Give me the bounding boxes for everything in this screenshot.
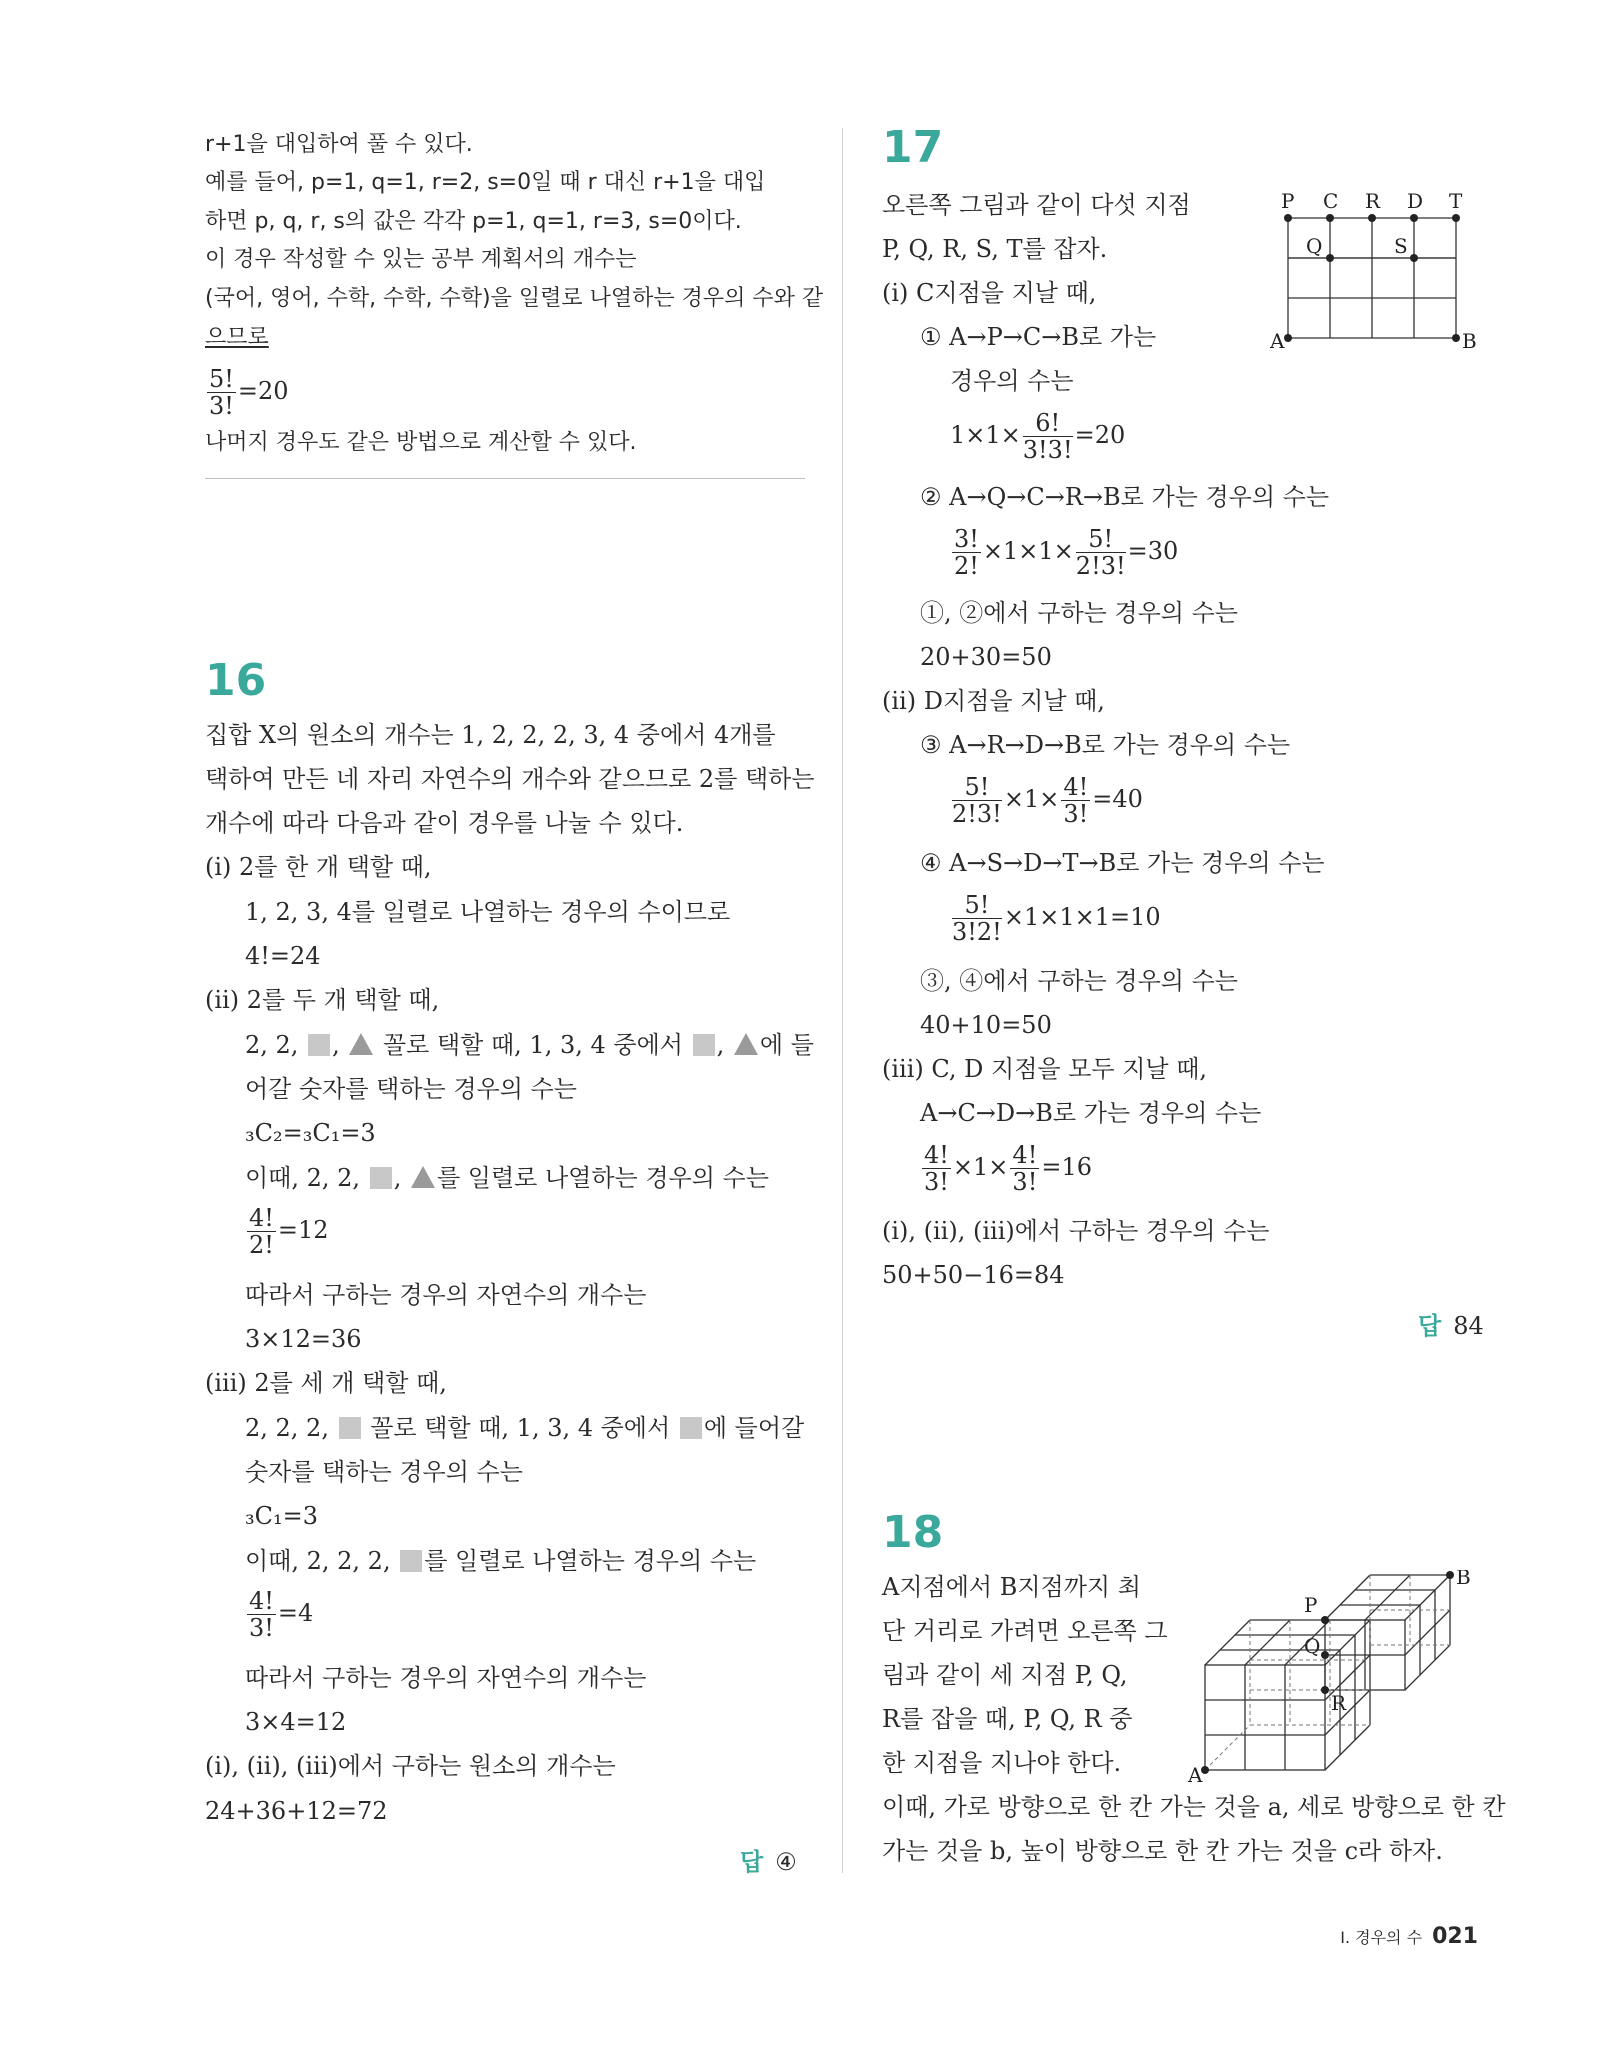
fraction [1076,526,1126,579]
text-line: 림과 같이 세 지점 P, Q, [882,1661,1128,1689]
equation-rest: =40 [1092,785,1143,813]
text-line [245,1030,814,1060]
numerator: 4! [1063,773,1089,801]
fraction [1010,1142,1039,1195]
fraction [207,366,236,419]
gray-square-icon [680,1417,702,1439]
fraction-line [245,1205,329,1258]
text-line: 가는 것을 b, 높이 방향으로 한 칸 가는 것을 c라 하자. [882,1837,1443,1865]
text-line: 단 거리로 가려면 오른쪽 그 [882,1617,1168,1645]
text-line: (국어, 영어, 수학, 수학, 수학)을 일렬로 나열하는 경우의 수와 같 [205,286,824,311]
text-line: (ⅰ), (ⅱ), (ⅲ)에서 구하는 경우의 수는 [882,1217,1270,1245]
denominator: 3! [209,392,234,420]
equation-rest: =12 [277,1216,329,1244]
label-R: R [1365,189,1381,213]
text-line: 40+10=50 [920,1011,1052,1039]
answer-label: 답 [740,1848,764,1876]
equation-rest: =20 [1074,421,1126,449]
equation-rest: =30 [1127,537,1179,565]
text-span: 를 일렬로 나열하는 경우의 수는 [424,1547,757,1575]
answer-16 [740,1842,797,1877]
text-span: 이때, 2, 2, [245,1164,361,1192]
text-line [245,1163,769,1193]
triangle-icon [349,1033,373,1055]
text-line: 하면 p, q, r, s의 값은 각각 p=1, q=1, r=3, s=0이다. [205,209,742,234]
text-line: 택하여 만든 네 자리 자연수의 개수와 같으므로 2를 택하는 [205,765,815,793]
text-line: 50+50−16=84 [882,1261,1065,1289]
gray-square-icon [339,1417,361,1439]
numerator: 4! [249,1204,274,1232]
text-line: 3×4=12 [245,1708,347,1736]
text-line: P, Q, R, S, T를 잡자. [882,235,1108,263]
label-R: R [1331,1691,1347,1715]
text-line: 24+36+12=72 [205,1797,388,1825]
case-heading: (ⅱ) D지점을 지날 때, [882,687,1105,715]
text-line: A→C→D→B로 가는 경우의 수는 [920,1099,1262,1127]
text-line: 경우의 수는 [950,367,1074,395]
case-heading: (ⅰ) 2를 한 개 택할 때, [205,853,432,881]
numerator: 5! [1076,526,1126,553]
equation-rest: =20 [237,377,289,405]
fraction-line [245,1588,313,1641]
denominator: 3! [1012,1168,1038,1196]
case-heading: (ⅱ) 2를 두 개 택할 때, [205,986,440,1014]
fraction [952,526,981,579]
text-span: 꼴로 택할 때, 1, 3, 4 중에서 [370,1414,671,1442]
denominator: 3! [249,1614,274,1642]
numerator: 4! [1012,1141,1038,1169]
fraction-line [950,526,1178,579]
text-line: 1, 2, 3, 4를 일렬로 나열하는 경우의 수이므로 [245,898,731,926]
text-line: ② A→Q→C→R→B로 가는 경우의 수는 [920,483,1330,511]
text-line: 한 지점을 지나야 한다. [882,1749,1122,1777]
denominator: 2!3! [1075,552,1126,580]
text-line: 3×12=36 [245,1325,362,1353]
denominator: 3! [1063,800,1089,828]
label-D: D [1407,189,1424,213]
text-line: R를 잡을 때, P, Q, R 중 [882,1705,1133,1733]
text-line: 이때, 가로 방향으로 한 칸 가는 것을 a, 세로 방향으로 한 칸 [882,1793,1506,1821]
fraction [247,1588,276,1641]
column-divider [842,128,843,1873]
fraction-line [950,774,1143,827]
text-span: , [716,1031,725,1059]
text-line: 오른쪽 그림과 같이 다섯 지점 [882,191,1191,219]
text-span: 1×1× [950,421,1021,449]
label-Q: Q [1306,234,1323,258]
fraction-line [950,410,1125,463]
case-heading: (ⅲ) 2를 세 개 택할 때, [205,1369,447,1397]
fraction [922,1142,951,1195]
text-span: 2, 2, 2, [245,1414,329,1442]
triangle-icon [411,1166,435,1188]
gray-square-icon [400,1550,422,1572]
text-line: 어갈 숫자를 택하는 경우의 수는 [245,1075,577,1103]
text-line: 개수에 따라 다음과 같이 경우를 나눌 수 있다. [205,809,684,837]
text-line: (ⅰ), (ⅱ), (ⅲ)에서 구하는 원소의 개수는 [205,1752,616,1780]
text-line: 예를 들어, p=1, q=1, r=2, s=0일 때 r 대신 r+1을 대입 [205,170,766,195]
label-Q: Q [1304,1634,1321,1658]
gray-square-icon [370,1167,392,1189]
text-span: ×1× [1003,785,1060,813]
text-line: 4!=24 [245,942,321,970]
fraction [952,892,1002,945]
case-heading: (ⅲ) C, D 지점을 모두 지날 때, [882,1055,1208,1083]
fraction-line [920,1142,1092,1195]
label-A: A [1270,329,1285,353]
fraction [247,1205,276,1258]
text-line: ③ A→R→D→B로 가는 경우의 수는 [920,731,1291,759]
answer-value: 84 [1453,1312,1484,1340]
gray-square-icon [693,1034,715,1056]
text-line: A지점에서 B지점까지 최 [882,1573,1141,1601]
denominator: 2! [249,1231,274,1259]
equation-rest: ×1×1×1=10 [1003,903,1161,931]
text-line: ③, ④에서 구하는 경우의 수는 [920,967,1238,995]
label-T: T [1449,189,1463,213]
text-line [245,1546,756,1576]
denominator: 3!2! [952,918,1002,946]
label-C: C [1323,189,1339,213]
numerator: 3! [954,525,979,553]
text-line: r+1을 대입하여 풀 수 있다. [205,132,473,157]
text-line: 으므로 [205,325,269,350]
text-line: ①, ②에서 구하는 경우의 수는 [920,599,1238,627]
label-B: B [1456,1570,1471,1589]
page-footer [1340,1924,1478,1949]
denominator: 3!3! [1022,436,1073,464]
fraction [1023,410,1073,463]
text-line: 숫자를 택하는 경우의 수는 [245,1458,523,1486]
fraction-line [205,366,289,419]
page-number: 021 [1432,1924,1478,1949]
case-heading: (ⅰ) C지점을 지날 때, [882,279,1097,307]
label-P: P [1281,189,1295,213]
text-line: 따라서 구하는 경우의 자연수의 개수는 [245,1664,647,1692]
numerator: 5! [209,365,234,393]
text-line: ₃C₂=₃C₁=3 [245,1119,376,1147]
fraction-line [950,892,1161,945]
text-line: 집합 X의 원소의 개수는 1, 2, 2, 2, 3, 4 중에서 4개를 [205,721,776,749]
gray-square-icon [308,1034,330,1056]
problem-number-17: 17 [882,122,944,173]
answer-label: 답 [1418,1312,1442,1340]
numerator: 4! [249,1587,274,1615]
text-line [245,1413,804,1443]
equation-rest: =4 [277,1599,314,1627]
cube-figure-18 [1180,1570,1480,1785]
text-line: ₃C₁=3 [245,1502,318,1530]
denominator: 3! [924,1168,949,1196]
text-line: 나머지 경우도 같은 방법으로 계산할 수 있다. [205,430,637,455]
problem-number-16: 16 [205,655,267,706]
text-span: 2, 2, [245,1031,299,1059]
numerator: 5! [952,774,1002,801]
equation-rest: =16 [1041,1153,1092,1181]
label-A: A [1188,1763,1203,1785]
answer-17 [1418,1306,1484,1341]
fraction [1061,774,1090,827]
triangle-icon [734,1033,758,1055]
text-span: ×1×1× [982,537,1074,565]
label-P: P [1304,1593,1318,1617]
denominator: 2!3! [952,800,1002,828]
text-line: 이 경우 작성할 수 있는 공부 계획서의 개수는 [205,247,637,272]
text-line: ④ A→S→D→T→B로 가는 경우의 수는 [920,849,1325,877]
text-span: , [393,1164,402,1192]
text-span: 에 들어갈 [703,1414,805,1442]
text-span: 에 들 [759,1031,814,1059]
text-span: 이때, 2, 2, 2, [245,1547,391,1575]
problem-number-18: 18 [882,1507,944,1558]
text-span: 꼴로 택할 때, 1, 3, 4 중에서 [383,1031,683,1059]
text-span: ×1× [952,1153,1009,1181]
text-line: ① A→P→C→B로 가는 [920,323,1157,351]
grid-figure-17 [1270,188,1480,353]
text-span: , [332,1031,340,1059]
denominator: 2! [954,552,979,580]
label-B: B [1462,329,1477,353]
numerator: 5! [952,892,1002,919]
section-separator [205,478,805,479]
text-line: 따라서 구하는 경우의 자연수의 개수는 [245,1281,647,1309]
text-line: 20+30=50 [920,643,1052,671]
numerator: 6! [1023,410,1073,437]
chapter-title: Ⅰ. 경우의 수 [1340,1928,1423,1947]
answer-value: ④ [775,1848,797,1876]
fraction [952,774,1002,827]
label-S: S [1394,234,1408,258]
numerator: 4! [924,1141,949,1169]
text-span: 를 일렬로 나열하는 경우의 수는 [436,1164,769,1192]
